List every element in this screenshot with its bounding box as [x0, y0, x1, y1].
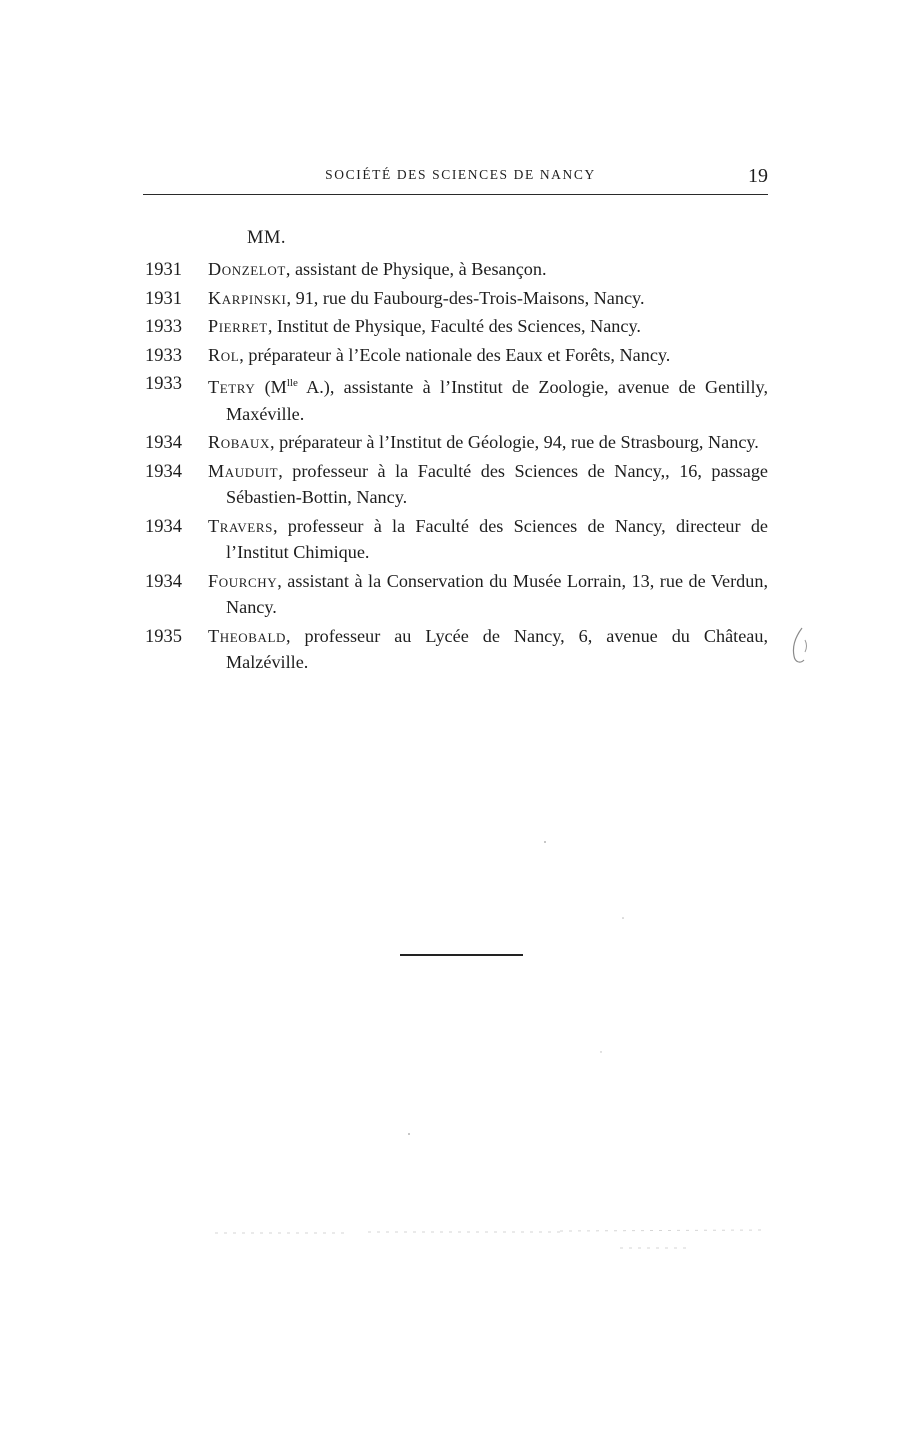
member-entry — [143, 370, 768, 427]
page-number: 19 — [748, 165, 768, 187]
salutation: MM. — [247, 228, 287, 248]
member-name: Mauduit — [208, 460, 279, 481]
member-entry — [143, 256, 768, 283]
member-name: Karpinski — [208, 287, 287, 308]
member-details: , assistant à la Conservation du Musée Lorrain, 13, rue de Verdun, Nancy. — [226, 570, 768, 618]
member-details: , professeur au Lycée de Nancy, 6, avenue du Château, Malzéville. — [226, 625, 768, 673]
entry-year: 1934 — [145, 571, 182, 592]
margin-pencil-mark — [788, 626, 812, 668]
member-details: (M — [255, 377, 287, 398]
member-details: , assistant de Physique, à Besançon. — [285, 259, 547, 279]
entry-year: 1931 — [145, 288, 182, 309]
entry-text — [208, 513, 768, 566]
entry-text — [208, 429, 768, 456]
member-name: Fourchy — [208, 570, 278, 591]
member-details: , préparateur à l’Ecole nationale des Eaux et Forêts, Nancy. — [239, 344, 671, 365]
entry-year: 1933 — [145, 374, 182, 394]
member-details-continued: A.), assistante à l’Institut de Zoologie, avenue de Gentilly, Maxéville. — [226, 377, 768, 424]
member-details: , Institut de Physique, Faculté des Sciences, Nancy. — [267, 316, 641, 336]
member-details: , professeur à la Faculté des Sciences de Nancy,, 16, passage Sébastien-Bottin, Nancy. — [226, 460, 768, 508]
member-name: Robaux — [208, 432, 270, 453]
running-title: SOCIÉTÉ DES SCIENCES DE NANCY — [325, 167, 596, 182]
entry-year: 1931 — [145, 260, 182, 280]
entry-text — [208, 623, 768, 676]
member-entry — [143, 513, 768, 566]
running-head — [143, 165, 768, 191]
entry-text — [208, 370, 768, 427]
member-name: Donzelot — [208, 259, 286, 279]
member-entry — [143, 429, 768, 456]
member-entry — [143, 568, 768, 621]
closing-rule — [400, 954, 523, 956]
entry-year: 1935 — [145, 626, 182, 647]
member-title-superscript: lle — [286, 377, 298, 389]
member-details: , professeur à la Faculté des Sciences de Nancy, directeur de l’Institut Chimique. — [226, 515, 768, 563]
member-name: Theobald — [208, 625, 287, 646]
member-details: , 91, rue du Faubourg-des-Trois-Maisons, Nancy. — [286, 287, 645, 308]
member-entry — [143, 313, 768, 340]
member-entry — [143, 342, 768, 369]
header-rule — [143, 194, 768, 195]
entry-text — [208, 313, 768, 340]
entry-year: 1934 — [145, 433, 182, 454]
member-name: Tetry — [208, 377, 256, 398]
member-name: Travers — [208, 515, 273, 536]
member-list — [143, 256, 768, 678]
entry-text — [208, 256, 768, 283]
entry-year: 1933 — [145, 345, 182, 366]
entry-text — [208, 342, 768, 369]
member-entry — [143, 285, 768, 312]
entry-year: 1934 — [145, 461, 182, 482]
member-details: , préparateur à l’Institut de Géologie, 94, rue de Strasbourg, Nancy. — [269, 432, 759, 453]
member-name: Rol — [208, 344, 240, 365]
member-name: Pierret — [208, 316, 268, 336]
entry-text — [208, 458, 768, 511]
member-entry — [143, 458, 768, 511]
entry-year: 1933 — [145, 317, 182, 337]
entry-text — [208, 568, 768, 621]
entry-text — [208, 285, 768, 312]
entry-year: 1934 — [145, 516, 182, 537]
member-entry — [143, 623, 768, 676]
